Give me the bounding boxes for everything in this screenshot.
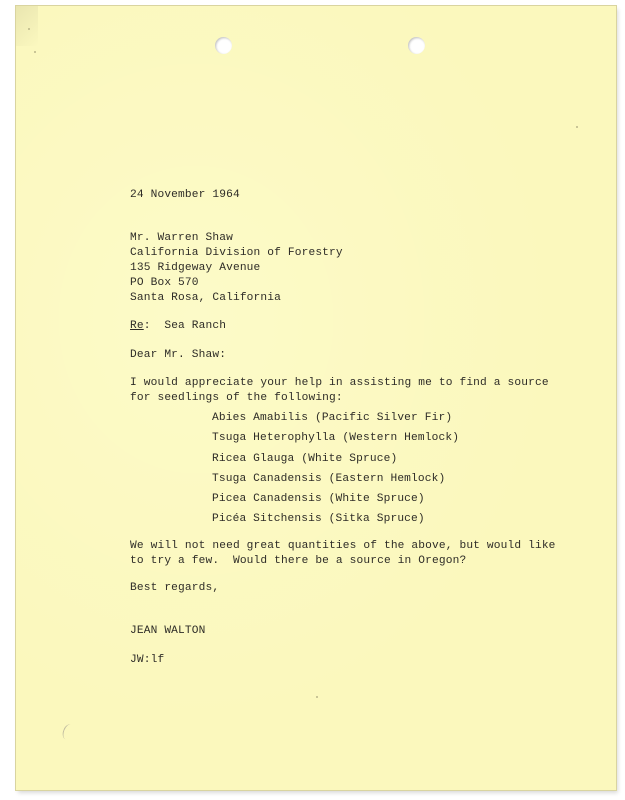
species-item: Tsuga Heterophylla (Western Hemlock): [212, 432, 460, 444]
recipient-po-box: PO Box 570: [130, 277, 199, 289]
typist-initials: JW:lf: [130, 654, 165, 666]
punch-hole-left: [215, 37, 232, 54]
pencil-mark: [61, 723, 77, 742]
letter-sheet: [16, 6, 616, 790]
recipient-street: 135 Ridgeway Avenue: [130, 262, 261, 274]
paper-speck: [28, 28, 30, 30]
paper-edge-shading: [16, 6, 38, 46]
paper-speck: [34, 51, 36, 53]
species-item: Ricea Glauga (White Spruce): [212, 453, 398, 465]
recipient-name: Mr. Warren Shaw: [130, 232, 233, 244]
intro-line-1: I would appreciate your help in assisting me to find a source: [130, 377, 549, 389]
subject-line: [130, 319, 226, 334]
letter-date: 24 November 1964: [130, 189, 240, 201]
salutation: Dear Mr. Shaw:: [130, 349, 227, 361]
species-item: Picea Canadensis (White Spruce): [212, 493, 425, 505]
subject-text: : Sea Ranch: [143, 320, 227, 332]
signature-name: JEAN WALTON: [130, 625, 206, 637]
subject-label: Re: [130, 320, 144, 332]
closing-line-2: to try a few. Would there be a source in Oregon?: [130, 555, 467, 567]
intro-line-2: for seedlings of the following:: [130, 392, 343, 404]
punch-hole-right: [408, 37, 425, 54]
paper-speck: [576, 126, 578, 128]
sign-off: Best regards,: [130, 582, 220, 594]
recipient-city: Santa Rosa, California: [130, 292, 281, 304]
recipient-organization: California Division of Forestry: [130, 247, 343, 259]
species-item: Picéa Sitchensis (Sitka Spruce): [212, 513, 425, 525]
paper-speck: [316, 696, 318, 698]
species-item: Tsuga Canadensis (Eastern Hemlock): [212, 473, 446, 485]
closing-line-1: We will not need great quantities of the above, but would like: [130, 540, 556, 552]
species-item: Abies Amabilis (Pacific Silver Fir): [212, 412, 453, 424]
